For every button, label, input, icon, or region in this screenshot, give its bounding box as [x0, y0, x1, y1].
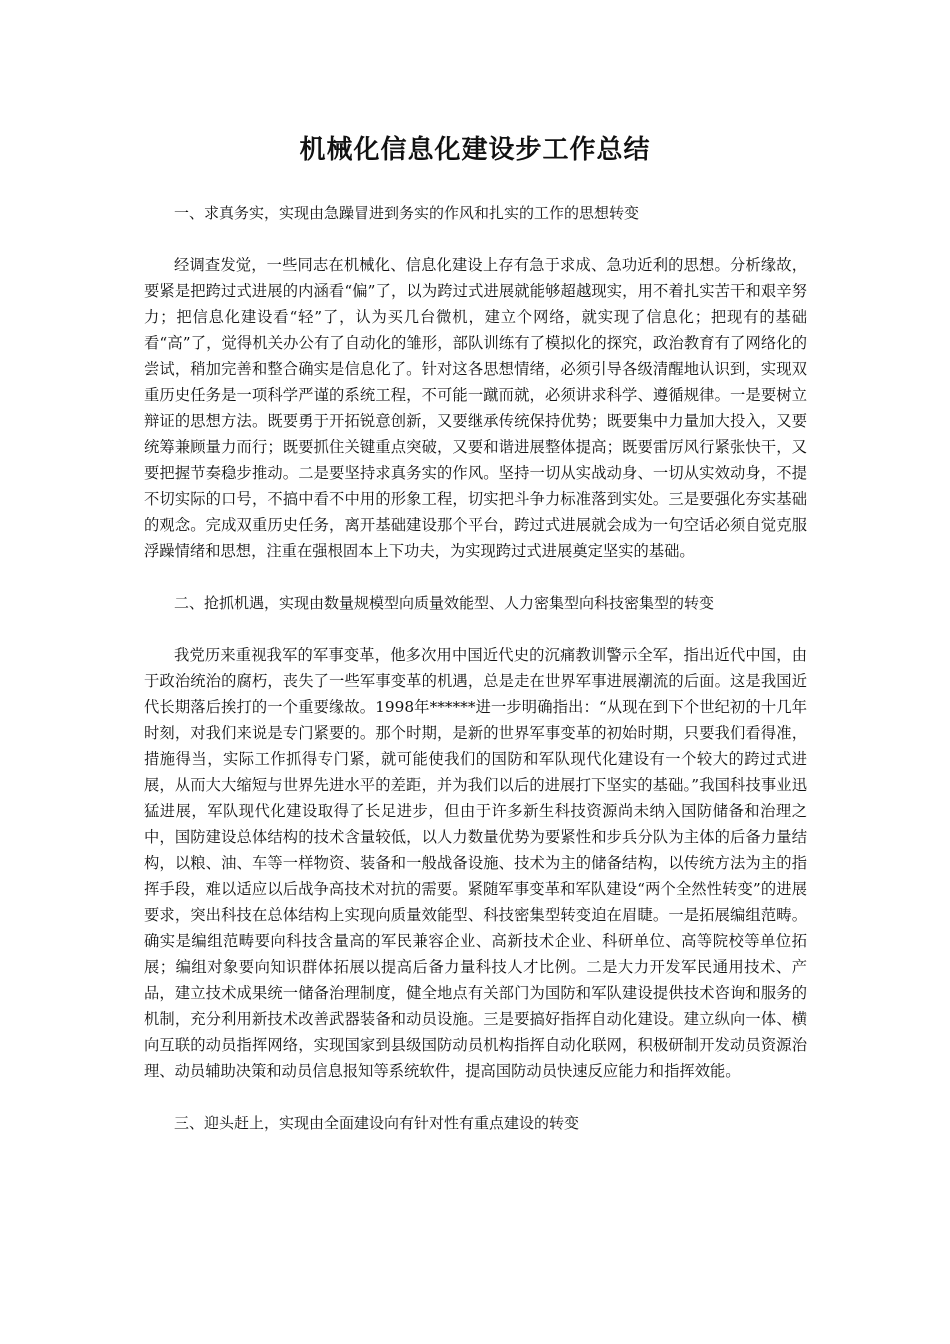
document-title: 机械化信息化建设步工作总结: [299, 135, 651, 165]
section-paragraph-2: 我党历来重视我军的军事变革，他多次用中国近代史的沉痛教训警示全军，指出近代中国，由于政治统治的腐朽，丧失了一些军事变革的机遇，总是走在世界军事进展潮流的后面。这是我国近代长期落后挨打的一个重要缘故。1998年******进一步明确指出：“从现在到下个世纪初的十几年时刻，对我们来说是专门紧要的。那个时期，是新的世界军事变革的初始时期，只要我们看得准，措施得当，实际工作抓得专门紧，就可能使我们的国防和军队现代化建设有一个较大的跨过式进展，从而大大缩短与世界先进水平的差距，并为我们以后的进展打下坚实的基础。”我国科技事业迅猛进展，军队现代化建设取得了长足进步，但由于许多新生科技资源尚未纳入国防储备和治理之中，国防建设总体结构的技术含量较低，以人力数量优势为要紧性和步兵分队为主体的后备力量结构，以粮、油、车等一样物资、装备和一般战备设施、技术为主的储备结构，以传统方法为主的指挥手段，难以适应以后战争高技术对抗的需要。紧随军事变革和军队建设“两个全然性转变”的进展要求，突出科技在总体结构上实现向质量效能型、科技密集型转变迫在眉睫。一是拓展编组范畴。确实是编组范畴要向科技含量高的军民兼容企业、高新技术企业、科研单位、高等院校等单位拓展；编组对象要向知识群体拓展以提高后备力量科技人才比例。二是大力开发军民通用技术、产品，建立技术成果统一储备治理制度，健全地点有关部门为国防和军队建设提供技术咨询和服务的机制，充分利用新技术改善武器装备和动员设施。三是要搞好指挥自动化建设。建立纵向一体、横向互联的动员指挥网络，实现国家到县级国防动员机构指挥自动化联网，积极研制开发动员资源治理、动员辅助决策和动员信息报知等系统软件，提高国防动员快速反应能力和指挥效能。: [144, 646, 807, 1080]
section-paragraph-1: 经调查发觉，一些同志在机械化、信息化建设上存有急于求成、急功近利的思想。分析缘故，要紧是把跨过式进展的内涵看“偏”了，以为跨过式进展就能够超越现实，用不着扎实苦干和艰辛努力；把信息化建设看“轻”了，认为买几台微机，建立个网络，就实现了信息化；把现有的基础看“高”了，觉得机关办公有了自动化的雏形，部队训练有了模拟化的探究，政治教育有了网络化的尝试，稍加完善和整合确实是信息化了。针对这各思想情绪，必须引导各级清醒地认识到，实现双重历史任务是一项科学严谨的系统工程，不可能一蹴而就，必须讲求科学、遵循规律。一是要树立辩证的思想方法。既要勇于开拓锐意创新，又要继承传统保持优势；既要集中力量加大投入，又要统筹兼顾量力而行；既要抓住关键重点突破，又要和谐进展整体提高；既要雷厉风行紧张快干，又要把握节奏稳步推动。二是要坚持求真务实的作风。坚持一切从实战动身、一切从实效动身，不提不切实际的口号，不搞中看不中用的形象工程，切实把斗争力标准落到实处。三是要强化夯实基础的观念。完成双重历史任务，离开基础建设那个平台，跨过式进展就会成为一句空话必须自觉克服浮躁情绪和思想，注重在强根固本上下功夫，为实现跨过式进展奠定坚实的基础。: [144, 256, 807, 560]
section-heading-3: 三、迎头赶上，实现由全面建设向有针对性有重点建设的转变: [174, 1114, 580, 1132]
document-body: [144, 200, 807, 1162]
section-heading-1: 一、求真务实，实现由急躁冒进到务实的作风和扎实的工作的思想转变: [174, 204, 640, 222]
section-heading-2: 二、抢抓机遇，实现由数量规模型向质量效能型、人力密集型向科技密集型的转变: [174, 594, 715, 612]
